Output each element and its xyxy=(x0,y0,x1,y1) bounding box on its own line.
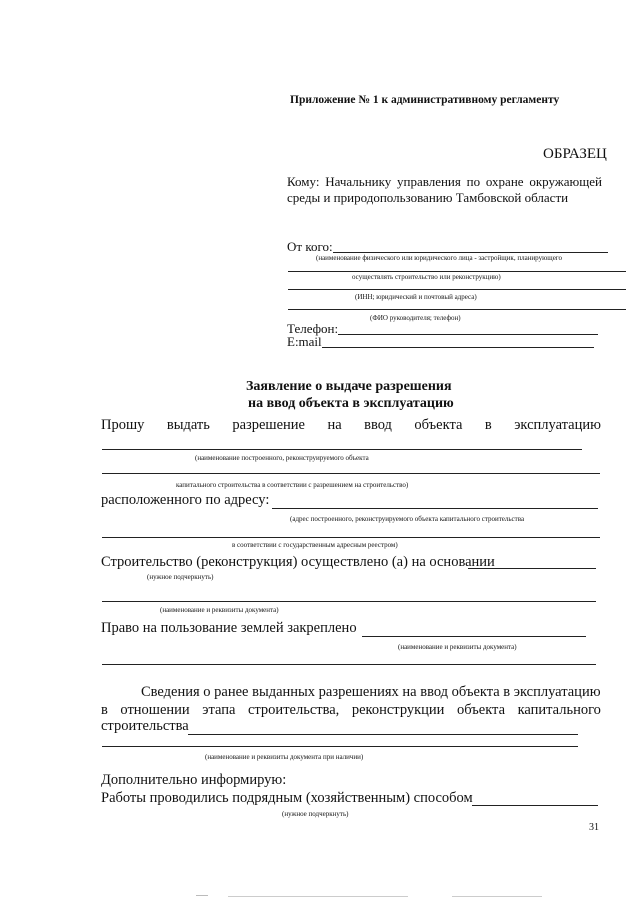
request-word: ввод xyxy=(364,417,392,433)
request-word: разрешение xyxy=(232,417,305,433)
sample-stamp: ОБРАЗЕЦ xyxy=(543,146,607,162)
request-word: на xyxy=(327,417,342,433)
land-right-line[interactable] xyxy=(362,636,586,637)
prior-word: этапа xyxy=(202,702,236,718)
email-field-line[interactable] xyxy=(322,347,594,348)
prior-word: в xyxy=(101,702,108,718)
prior-permits-line-2-field[interactable] xyxy=(102,746,578,747)
underline-caption: (нужное подчеркнуть) xyxy=(147,573,214,581)
prior-word: реконструкции xyxy=(351,702,445,718)
land-right-text: Право на пользование землей закреплено xyxy=(101,620,357,636)
address-field-line-2[interactable] xyxy=(102,537,600,538)
prior-permits-caption: (наименование и реквизиты документа при наличии) xyxy=(205,753,364,761)
request-word: в xyxy=(484,417,492,433)
prior-permits-line-1: Сведения о ранее выданных разрешениях на ввод объекта в эксплуатацию xyxy=(141,684,601,700)
request-word: выдать xyxy=(166,417,210,433)
from-caption-applicant: (наименование физического или юридического лица - застройщик, планирующего xyxy=(316,254,562,262)
object-name-caption: (наименование построенного, реконструируемого объекта xyxy=(195,454,369,462)
capital-construction-caption: капитального строительства в соответствии с разрешением на строительство) xyxy=(176,481,409,489)
addressee-line-2: среды и природопользованию Тамбовской области xyxy=(287,190,569,205)
appendix-heading: Приложение № 1 к административному регламенту xyxy=(290,94,560,106)
land-right-line-2[interactable] xyxy=(102,664,596,665)
address-caption: (адрес построенного, реконструируемого объекта капитального строительства xyxy=(290,515,525,523)
request-word: эксплуатацию xyxy=(514,417,601,433)
page-number: 31 xyxy=(589,822,599,833)
from-label: От кого: xyxy=(287,239,333,254)
email-label: E:mail xyxy=(287,334,322,349)
phone-field-line[interactable] xyxy=(338,334,598,335)
registry-caption: в соответствии с государственным адресным реестром) xyxy=(232,541,398,549)
director-field-line[interactable] xyxy=(288,309,626,310)
from-caption-construction: осуществлять строительство или реконструкцию) xyxy=(352,273,501,281)
underline-caption-2: (нужное подчеркнуть) xyxy=(282,810,349,818)
works-method-text: Работы проводились подрядным (хозяйственным) способом xyxy=(101,790,473,806)
applicant-field-line-2[interactable] xyxy=(288,271,626,272)
additional-info-label: Дополнительно информирую: xyxy=(101,772,287,788)
capital-construction-line[interactable] xyxy=(102,473,600,474)
inn-caption: (ИНН; юридический и почтовый адреса) xyxy=(355,293,477,301)
construction-doc-line[interactable] xyxy=(102,601,596,602)
prior-word: капитального xyxy=(517,702,601,718)
land-right-caption: (наименование и реквизиты документа) xyxy=(398,643,517,651)
address-field-line[interactable] xyxy=(272,508,598,509)
inn-field-line[interactable] xyxy=(288,289,626,290)
document-title-line-1: Заявление о выдаче разрешения xyxy=(246,379,452,394)
construction-basis-text: Строительство (реконструкция) осуществлено (а) на основании xyxy=(101,554,495,570)
director-caption: (ФИО руководителя; телефон) xyxy=(370,314,461,322)
prior-permits-line[interactable] xyxy=(188,734,578,735)
construction-basis-line[interactable] xyxy=(468,568,596,569)
request-word: Прошу xyxy=(101,417,145,433)
prior-word: объекта xyxy=(457,702,506,718)
prior-permits-line-2 xyxy=(101,702,601,719)
works-method-line[interactable] xyxy=(472,805,598,806)
scan-artifact xyxy=(228,896,408,897)
prior-word: отношении xyxy=(120,702,190,718)
addressee-line-1: Кому: Начальнику управления по охране окружающей xyxy=(287,174,602,189)
document-title-line-2: на ввод объекта в эксплуатацию xyxy=(248,396,454,411)
construction-doc-caption: (наименование и реквизиты документа) xyxy=(160,606,279,614)
request-word: объекта xyxy=(414,417,463,433)
scan-artifact xyxy=(452,896,542,897)
object-name-line[interactable] xyxy=(102,449,582,450)
from-field-line[interactable] xyxy=(333,252,608,253)
scan-artifact xyxy=(196,895,208,896)
phone-label: Телефон: xyxy=(287,321,339,336)
request-line xyxy=(101,417,601,434)
address-label: расположенного по адресу: xyxy=(101,492,270,508)
prior-permits-line-3: строительства xyxy=(101,718,189,734)
prior-word: строительства, xyxy=(247,702,340,718)
